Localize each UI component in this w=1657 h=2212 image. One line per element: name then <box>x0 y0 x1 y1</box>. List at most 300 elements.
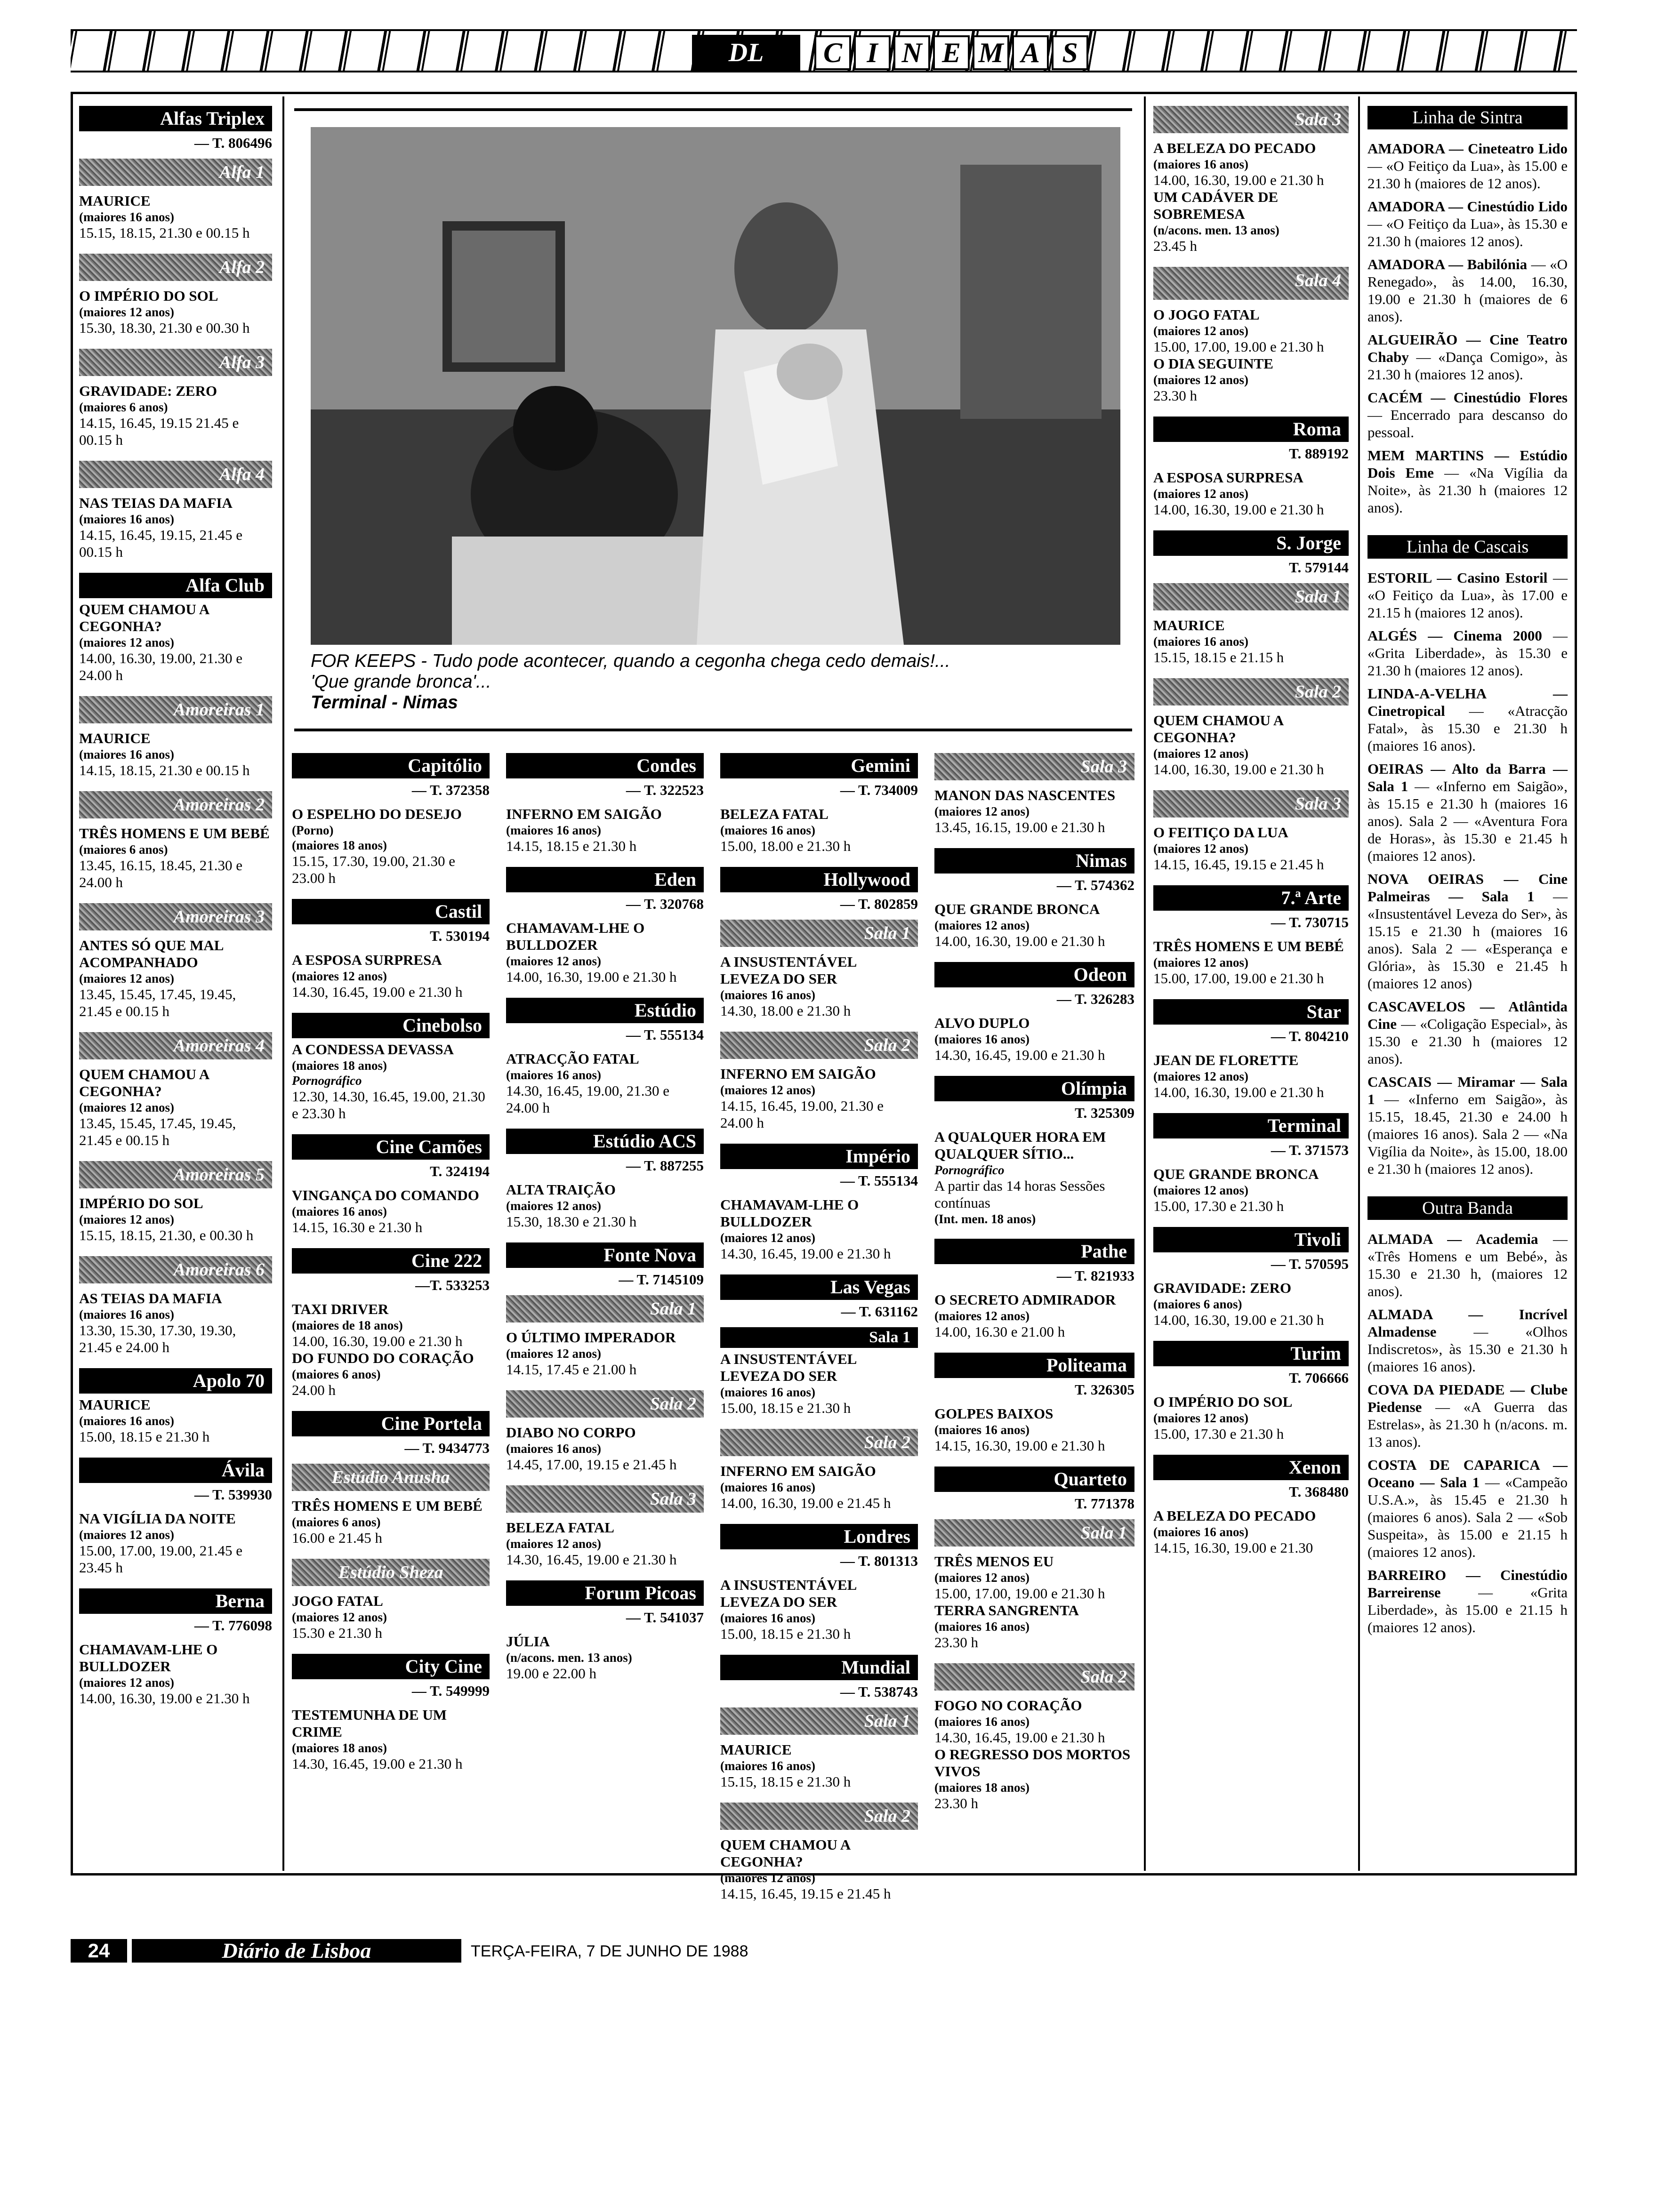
cinema-header: Odeon <box>934 962 1134 987</box>
film-title: UM CADÁVER DE SOBREMESA <box>1153 189 1279 222</box>
film-title: TERRA SANGRENTA <box>934 1602 1079 1619</box>
cinema-header: Fonte Nova <box>506 1242 704 1268</box>
regional-listing <box>1367 627 1568 679</box>
film-rating: (maiores 12 anos) <box>506 1346 601 1361</box>
cinema-header: Hollywood <box>720 867 918 892</box>
phone: — T. 7145109 <box>619 1271 704 1288</box>
film-title: TESTEMUNHA DE UM CRIME <box>292 1707 447 1740</box>
film-title: O DIA SEGUINTE <box>1153 355 1273 372</box>
film-rating: (maiores 12 anos) <box>934 1571 1030 1585</box>
cinema-header: Cine Camões <box>292 1134 490 1160</box>
masthead: Diário de Lisboa <box>132 1939 461 1963</box>
phone: — T. 802859 <box>840 896 918 912</box>
film-title: JEAN DE FLORETTE <box>1153 1052 1299 1068</box>
cinema-header: Berna <box>79 1588 272 1614</box>
cinema-header: Terminal <box>1153 1113 1349 1138</box>
region-listings <box>1367 569 1568 1178</box>
venue-name: CASCAVELOS — Atlântida Cine <box>1367 998 1568 1032</box>
phone: — T. 549999 <box>411 1683 490 1699</box>
phone: — T. 806496 <box>194 135 272 151</box>
film-times: 13.30, 15.30, 17.30, 19.30, 21.45 e 24.00 h <box>79 1322 236 1355</box>
film-rating: (n/acons. men. 13 anos) <box>506 1651 632 1665</box>
film-rating: (maiores 12 anos) <box>79 1212 174 1226</box>
screen-label: Sala 1 <box>720 1327 918 1348</box>
film-rating: (Int. men. 18 anos) <box>934 1212 1036 1226</box>
section-banner <box>71 29 1577 72</box>
film-times: 15.15, 18.15 e 21.30 h <box>720 1773 851 1790</box>
film-listing <box>79 383 272 449</box>
film-title: O ÚLTIMO IMPERADOR <box>506 1329 676 1346</box>
film-listing <box>934 1291 1134 1340</box>
film-title: O FEITIÇO DA LUA <box>1153 824 1288 841</box>
film-title: MAURICE <box>720 1741 792 1758</box>
column-rule <box>1144 96 1146 1871</box>
caption-line: FOR KEEPS - Tudo pode acontecer, quando a cegonha chega cedo demais!... <box>311 651 950 671</box>
film-listing <box>292 952 490 1001</box>
film-title: A CONDESSA DEVASSA <box>292 1041 454 1058</box>
screen-label: Amoreiras 1 <box>79 696 272 723</box>
film-rating: (maiores 16 anos) <box>720 1480 815 1494</box>
screen-label: Sala 2 <box>720 1032 918 1059</box>
film-listing <box>720 1351 918 1417</box>
film-listing <box>1153 306 1349 404</box>
film-times: A partir das 14 horas Sessões contínuas <box>934 1178 1105 1211</box>
venue-name: ALGUEIRÃO — Cine Teatro Chaby <box>1367 331 1568 365</box>
venue-name: LINDA-A-VELHA — Cinetropical <box>1367 685 1568 719</box>
phone: —T. 533253 <box>415 1277 490 1293</box>
venue-details: — «Dança Comigo», às 21.30 h (maiores 12 anos). <box>1367 349 1568 383</box>
film-listing <box>79 601 272 684</box>
film-times: 14.00, 16.30, 19.00, 21.30 e 24.00 h <box>79 650 243 683</box>
film-times: 14.30, 16.45, 19.00 e 21.30 h <box>292 984 463 1000</box>
film-listing <box>79 1641 272 1707</box>
region-header: Outra Banda <box>1367 1196 1568 1220</box>
film-title: A INSUSTENTÁVEL LEVEZA DO SER <box>720 1351 856 1384</box>
column-1 <box>79 106 272 1719</box>
venue-details: — «Grita Liberdade», às 15.00 e 21.15 h (maiores 12 anos). <box>1367 1584 1568 1635</box>
film-rating: (maiores 16 anos) <box>934 1619 1030 1634</box>
cinema-header: Estúdio <box>506 998 704 1023</box>
photo-top-rule <box>294 108 1132 111</box>
film-listing <box>79 192 272 241</box>
film-times: 14.30, 16.45, 19.00 e 21.30 h <box>934 1047 1105 1063</box>
film-times: 14.00, 16.30, 19.00 e 21.30 h <box>1153 761 1324 777</box>
film-rating: (maiores 6 anos) <box>79 400 168 414</box>
film-listing <box>79 937 272 1020</box>
film-times: 16.00 e 21.45 h <box>292 1530 383 1546</box>
screen-label: Amoreiras 6 <box>79 1256 272 1283</box>
cinema-header: Londres <box>720 1524 918 1549</box>
venue-details: — «O Renegado», às 14.00, 16.30, 19.00 e 21.30 h (maiores de 6 anos). <box>1367 256 1568 325</box>
film-listing <box>720 954 918 1019</box>
phone: T. 530194 <box>430 928 490 944</box>
venue-details: — «Olhos Indiscretos», às 15.30 e 21.30 h (maiores 16 anos). <box>1367 1323 1568 1375</box>
cinema-header: Capitólio <box>292 753 490 778</box>
film-times: 13.45, 16.15, 18.45, 21.30 e 24.00 h <box>79 857 243 890</box>
film-title: BELEZA FATAL <box>506 1519 614 1536</box>
screen-label: Sala 3 <box>934 753 1134 780</box>
film-listing <box>292 1187 490 1236</box>
phone: T. 324194 <box>430 1163 490 1179</box>
issue-date: TERÇA-FEIRA, 7 DE JUNHO DE 1988 <box>471 1942 748 1960</box>
section-letter: A <box>1012 35 1049 70</box>
film-times: 13.45, 16.15, 19.00 e 21.30 h <box>934 819 1105 835</box>
cinema-header: Cine Portela <box>292 1411 490 1436</box>
film-title: INFERNO EM SAIGÃO <box>720 1463 876 1479</box>
cinema-header: 7.ª Arte <box>1153 885 1349 911</box>
film-title: NAS TEIAS DA MAFIA <box>79 495 233 511</box>
film-rating: (maiores 6 anos) <box>292 1515 381 1529</box>
film-title: MANON DAS NASCENTES <box>934 787 1116 803</box>
cinema-header: Cinebolso <box>292 1013 490 1038</box>
film-rating: (maiores 16 anos) <box>1153 634 1248 649</box>
regional-listing <box>1367 389 1568 441</box>
film-title: QUEM CHAMOU A CEGONHA? <box>1153 712 1283 745</box>
venue-name: MEM MARTINS — Estúdio Dois Eme <box>1367 447 1568 481</box>
phone: — T. 887255 <box>626 1157 704 1174</box>
regional-listing <box>1367 198 1568 250</box>
phone: T. 325309 <box>1075 1105 1134 1121</box>
section-letter: E <box>933 35 970 70</box>
film-listing <box>506 1633 704 1682</box>
cinema-header: Las Vegas <box>720 1274 918 1300</box>
film-listing <box>292 1041 490 1122</box>
film-times: 14.30, 16.45, 19.00 e 21.30 h <box>934 1729 1105 1746</box>
column-3 <box>506 753 704 1694</box>
film-listing <box>506 806 704 855</box>
film-rating: (maiores 16 anos) <box>79 1307 174 1322</box>
film-times: 15.00, 18.15 e 21.30 h <box>720 1626 851 1642</box>
film-listing <box>1153 1280 1349 1329</box>
film-title: A INSUSTENTÁVEL LEVEZA DO SER <box>720 1577 856 1610</box>
film-rating: (maiores 12 anos) <box>506 1537 601 1551</box>
film-title: QUE GRANDE BRONCA <box>1153 1166 1319 1182</box>
film-title: O ESPELHO DO DESEJO <box>292 806 462 822</box>
screen-label: Sala 2 <box>720 1429 918 1456</box>
column-rule <box>282 96 284 1871</box>
film-rating: (maiores 16 anos) <box>934 1032 1030 1046</box>
phone: — T. 541037 <box>626 1609 704 1626</box>
film-listing <box>1153 1166 1349 1215</box>
phone: — T. 730715 <box>1271 914 1349 930</box>
film-title: INFERNO EM SAIGÃO <box>720 1066 876 1082</box>
film-times: 15.15, 18.15, 21.30 e 00.15 h <box>79 224 250 241</box>
screen-label: Sala 2 <box>1153 678 1349 705</box>
film-rating: (n/acons. men. 13 anos) <box>1153 223 1279 237</box>
film-rating: (maiores 12 anos) <box>720 1231 815 1245</box>
film-title: CHAMAVAM-LHE O BULLDOZER <box>720 1196 859 1230</box>
film-rating: (maiores 12 anos) <box>1153 955 1248 970</box>
screen-label: Amoreiras 2 <box>79 791 272 818</box>
film-times: 14.00, 16.30, 19.00 e 21.30 h <box>1153 172 1324 188</box>
film-listing <box>506 1424 704 1473</box>
film-title: JÚLIA <box>506 1633 550 1650</box>
film-title: DIABO NO CORPO <box>506 1424 636 1441</box>
cinema-header: Olímpia <box>934 1076 1134 1101</box>
screen-label: Alfa 1 <box>79 159 272 186</box>
film-rating: (maiores 18 anos) <box>292 838 387 852</box>
film-listing <box>1153 938 1349 987</box>
cinema-header: Império <box>720 1144 918 1169</box>
film-rating: (maiores 16 anos) <box>79 210 174 224</box>
regional-listing <box>1367 1566 1568 1636</box>
film-rating: (maiores 6 anos) <box>79 842 168 857</box>
film-title: O SECRETO ADMIRADOR <box>934 1291 1116 1308</box>
film-listing <box>934 787 1134 836</box>
film-listing <box>506 1050 704 1116</box>
regional-listing <box>1367 685 1568 754</box>
film-times: 14.15, 18.15 e 21.30 h <box>506 838 637 854</box>
film-times: 14.15, 18.15, 21.30 e 00.15 h <box>79 762 250 778</box>
film-rating: (maiores 16 anos) <box>292 1204 387 1218</box>
film-listing <box>79 288 272 337</box>
screen-label: Estúdio Anusha <box>292 1464 490 1491</box>
cinema-header: Eden <box>506 867 704 892</box>
film-title: TRÊS MENOS EU <box>934 1553 1054 1570</box>
cinema-header: Star <box>1153 999 1349 1025</box>
phone: T. 771378 <box>1075 1495 1134 1512</box>
film-times: 15.00, 17.00, 19.00 e 21.30 h <box>1153 338 1324 355</box>
cinema-header: Ávila <box>79 1458 272 1483</box>
film-title: MAURICE <box>79 192 151 209</box>
film-title: MAURICE <box>79 730 151 746</box>
film-listing <box>1153 1507 1349 1556</box>
film-listing <box>934 901 1134 950</box>
region-listings <box>1367 1230 1568 1636</box>
regional-listing <box>1367 1381 1568 1451</box>
film-listing <box>1153 1394 1349 1443</box>
screen-label: Sala 1 <box>934 1519 1134 1547</box>
column-4 <box>720 753 918 1915</box>
screen-label: Amoreiras 5 <box>79 1161 272 1188</box>
film-listing <box>1153 712 1349 778</box>
film-listing <box>79 730 272 779</box>
venue-details: — Encerrado para descanso do pessoal. <box>1367 407 1568 441</box>
venue-details: — «O Feitiço da Lua», às 15.00 e 21.30 h (maiores de 12 anos). <box>1367 158 1568 192</box>
film-times: 14.15, 16.30, 19.00 e 21.30 h <box>934 1437 1105 1454</box>
screen-label: Amoreiras 3 <box>79 903 272 930</box>
film-title: A INSUSTENTÁVEL LEVEZA DO SER <box>720 954 856 987</box>
venue-name: COSTA DE CAPARICA — Oceano — Sala 1 <box>1367 1457 1568 1491</box>
phone: — T. 539930 <box>194 1486 272 1503</box>
venue-details: — «Grita Liberdade», às 15.30 e 21.30 h (maiores 12 anos). <box>1367 627 1568 679</box>
film-listing <box>79 1290 272 1356</box>
film-times: 14.00, 16.30, 19.00 e 21.30 h <box>1153 501 1324 518</box>
venue-details: — «Inferno em Saigão», às 15.15, 18.45, 21.30 e 24.00 h (maiores 16 anos). Sala 2 — «Na Vigília da Noite», às 15.00, 18.00 e 21.30 h (maiores 12 anos). <box>1367 1091 1568 1177</box>
screen-label: Alfa 4 <box>79 461 272 488</box>
film-listing <box>292 1301 490 1399</box>
film-rating: (maiores 12 anos) <box>79 305 174 319</box>
film-times: 14.00, 16.30, 19.00 e 21.30 h <box>79 1690 250 1707</box>
film-times: 15.30 e 21.30 h <box>292 1625 383 1641</box>
film-rating: (maiores 16 anos) <box>79 747 174 761</box>
venue-name: AMADORA — Cineteatro Lido <box>1367 140 1568 157</box>
film-genre: Pornográfico <box>292 1074 362 1088</box>
cinema-header: Forum Picoas <box>506 1580 704 1606</box>
film-times: 15.00, 17.30 e 21.30 h <box>1153 1426 1284 1442</box>
phone: — T. 821933 <box>1056 1267 1134 1284</box>
film-title: INFERNO EM SAIGÃO <box>506 806 662 822</box>
film-times: 14.15, 16.30 e 21.30 h <box>292 1219 423 1235</box>
film-rating: (maiores 18 anos) <box>292 1058 387 1073</box>
phone: — T. 734009 <box>840 782 918 798</box>
film-listing <box>292 806 490 887</box>
phone: — T. 804210 <box>1271 1028 1349 1044</box>
film-title: ANTES SÓ QUE MAL ACOMPANHADO <box>79 937 223 970</box>
film-listing <box>292 1498 490 1547</box>
film-rating: (maiores 16 anos) <box>506 1068 601 1082</box>
film-listing <box>506 1519 704 1568</box>
film-listing <box>720 1196 918 1262</box>
film-title: AS TEIAS DA MAFIA <box>79 1290 222 1306</box>
film-title: VINGANÇA DO COMANDO <box>292 1187 479 1203</box>
screen-label: Sala 2 <box>506 1390 704 1418</box>
film-rating: (maiores 12 anos) <box>79 635 174 649</box>
film-title: A BELEZA DO PECADO <box>1153 1507 1316 1524</box>
cinema-header: Castil <box>292 899 490 924</box>
film-rating: (maiores 12 anos) <box>1153 373 1248 387</box>
film-title: ALTA TRAIÇÃO <box>506 1181 616 1198</box>
venue-details: — «A Guerra das Estrelas», às 21.30 h (n/acons. m. 13 anos). <box>1367 1399 1568 1450</box>
venue-name: AMADORA — Babilónia <box>1367 256 1528 272</box>
film-times: 19.00 e 22.00 h <box>506 1665 597 1682</box>
regional-listing <box>1367 140 1568 192</box>
venue-name: AMADORA — Cinestúdio Lido <box>1367 198 1568 215</box>
cinema-header: Xenon <box>1153 1455 1349 1480</box>
venue-name: CASCAIS — Miramar — Sala 1 <box>1367 1074 1568 1107</box>
cinema-header: Alfas Triplex <box>79 106 272 131</box>
film-rating: (maiores 16 anos) <box>720 988 815 1002</box>
film-rating: (maiores 12 anos) <box>934 918 1030 932</box>
screen-label: Sala 2 <box>720 1803 918 1830</box>
film-listing <box>506 1329 704 1378</box>
caption-line: Terminal - Nimas <box>311 692 458 713</box>
regional-listing <box>1367 760 1568 865</box>
film-times: 15.00, 17.00, 19.00, 21.45 e 23.45 h <box>79 1542 243 1576</box>
film-times: 24.00 h <box>292 1382 336 1398</box>
column-rule <box>1358 96 1360 1871</box>
film-times: 15.00, 18.15 e 21.30 h <box>79 1428 210 1445</box>
film-title: A ESPOSA SURPRESA <box>292 952 442 968</box>
film-title: O IMPÉRIO DO SOL <box>79 288 218 304</box>
film-rating: (maiores 12 anos) <box>506 1199 601 1213</box>
phone: — T. 538743 <box>840 1683 918 1700</box>
film-times: 14.00, 16.30, 19.00 e 21.30 h <box>1153 1312 1324 1328</box>
venue-details: — «Três Homens e um Bebé», às 15.30 e 21.30 h, (maiores 12 anos). <box>1367 1231 1568 1299</box>
cinema-header: Cine 222 <box>292 1248 490 1274</box>
venue-details: — «Campeão U.S.A.», às 15.45 e 21.30 h (maiores 6 anos). Sala 2 — «Sob Suspeita», às 15.00 e 21.15 h (maiores 12 anos). <box>1367 1474 1568 1560</box>
film-times: 15.30, 18.30 e 21.30 h <box>506 1213 637 1230</box>
film-rating: (maiores 16 anos) <box>934 1423 1030 1437</box>
screen-label: Sala 3 <box>506 1485 704 1513</box>
film-title: DO FUNDO DO CORAÇÃO <box>292 1350 474 1366</box>
film-rating: (maiores 16 anos) <box>506 823 601 837</box>
photo-bottom-rule <box>294 729 1132 731</box>
film-listing <box>1153 469 1349 518</box>
film-times: 15.15, 18.15, 21.30, e 00.30 h <box>79 1227 254 1243</box>
region-header: Linha de Cascais <box>1367 535 1568 559</box>
film-times: 15.00, 17.00, 19.00 e 21.30 h <box>1153 970 1324 986</box>
screen-label: Alfa 3 <box>79 349 272 376</box>
film-times: 14.15, 16.45, 19.00, 21.30 e 24.00 h <box>720 1098 884 1131</box>
regional-listing <box>1367 1306 1568 1375</box>
film-title: ATRACÇÃO FATAL <box>506 1050 639 1067</box>
film-listing <box>79 1396 272 1445</box>
regional-listing <box>1367 870 1568 992</box>
film-times: 14.30, 16.45, 19.00, 21.30 e 24.00 h <box>506 1082 670 1116</box>
film-times: 14.15, 16.30, 19.00 e 21.30 <box>1153 1539 1313 1556</box>
photo-caption <box>311 651 1120 713</box>
film-times: 13.45, 15.45, 17.45, 19.45, 21.45 e 00.15 h <box>79 1115 236 1148</box>
film-title: O IMPÉRIO DO SOL <box>1153 1394 1293 1410</box>
screen-label: Alfa 2 <box>79 254 272 281</box>
film-listing <box>1153 824 1349 873</box>
page-number: 24 <box>71 1939 127 1963</box>
film-listing <box>79 1066 272 1149</box>
section-letter: N <box>893 35 930 70</box>
film-times: 14.30, 16.45, 19.00 e 21.30 h <box>720 1245 891 1262</box>
phone: — T. 570595 <box>1271 1256 1349 1272</box>
phone: — T. 320768 <box>626 896 704 912</box>
film-times: 14.00, 16.30, 19.00 e 21.30 h <box>934 933 1105 949</box>
film-title: MAURICE <box>1153 617 1225 633</box>
screen-label: Amoreiras 4 <box>79 1032 272 1059</box>
film-times: 15.15, 18.15 e 21.15 h <box>1153 649 1284 665</box>
film-times: 15.30, 18.30, 21.30 e 00.30 h <box>79 320 250 336</box>
photo-illustration <box>311 127 1120 645</box>
film-rating: (maiores 16 anos) <box>79 1414 174 1428</box>
section-letter: M <box>973 35 1009 70</box>
film-times: 14.15, 17.45 e 21.00 h <box>506 1361 637 1378</box>
cinema-header: Estúdio ACS <box>506 1129 704 1154</box>
venue-name: ESTORIL — Casino Estoril <box>1367 569 1548 586</box>
film-title: TRÊS HOMENS E UM BEBÉ <box>1153 938 1344 954</box>
regional-listing <box>1367 1456 1568 1561</box>
film-listing <box>292 1593 490 1642</box>
venue-details: — «Na Vigília da Noite», às 21.30 h (maiores 12 anos). <box>1367 465 1568 516</box>
section-letter: C <box>814 35 851 70</box>
screen-label: Sala 1 <box>506 1295 704 1322</box>
film-listing <box>720 806 918 855</box>
regional-listing <box>1367 331 1568 383</box>
film-listing <box>506 920 704 986</box>
film-rating: (maiores 12 anos) <box>934 804 1030 818</box>
film-rating: (maiores 12 anos) <box>506 954 601 968</box>
film-title: TAXI DRIVER <box>292 1301 389 1317</box>
venue-details: — «Coligação Especial», às 15.30 e 21.30 h (maiores 12 anos). <box>1367 1016 1568 1067</box>
film-times: 15.00, 17.00, 19.00 e 21.30 h <box>934 1585 1105 1602</box>
film-rating: (maiores 12 anos) <box>79 1100 174 1114</box>
phone: — T. 631162 <box>841 1303 918 1320</box>
newspaper-logo: DL <box>692 35 800 71</box>
regional-listing <box>1367 998 1568 1067</box>
film-still-photo <box>311 127 1120 645</box>
film-times: 13.45, 15.45, 17.45, 19.45, 21.45 e 00.15 h <box>79 986 236 1019</box>
phone: — T. 801313 <box>840 1553 918 1569</box>
film-times: 23.30 h <box>934 1634 978 1651</box>
film-listing <box>720 1741 918 1790</box>
section-title <box>814 31 1091 74</box>
film-times: 15.00, 18.15 e 21.30 h <box>720 1400 851 1416</box>
film-title: JOGO FATAL <box>292 1593 383 1609</box>
phone: — T. 555134 <box>626 1026 704 1043</box>
film-title: TRÊS HOMENS E UM BEBÉ <box>79 825 270 842</box>
phone: — T. 372358 <box>411 782 490 798</box>
regional-listing <box>1367 256 1568 325</box>
film-title: MAURICE <box>79 1396 151 1413</box>
film-title: CHAMAVAM-LHE O BULLDOZER <box>506 920 645 953</box>
film-listing <box>79 1510 272 1576</box>
